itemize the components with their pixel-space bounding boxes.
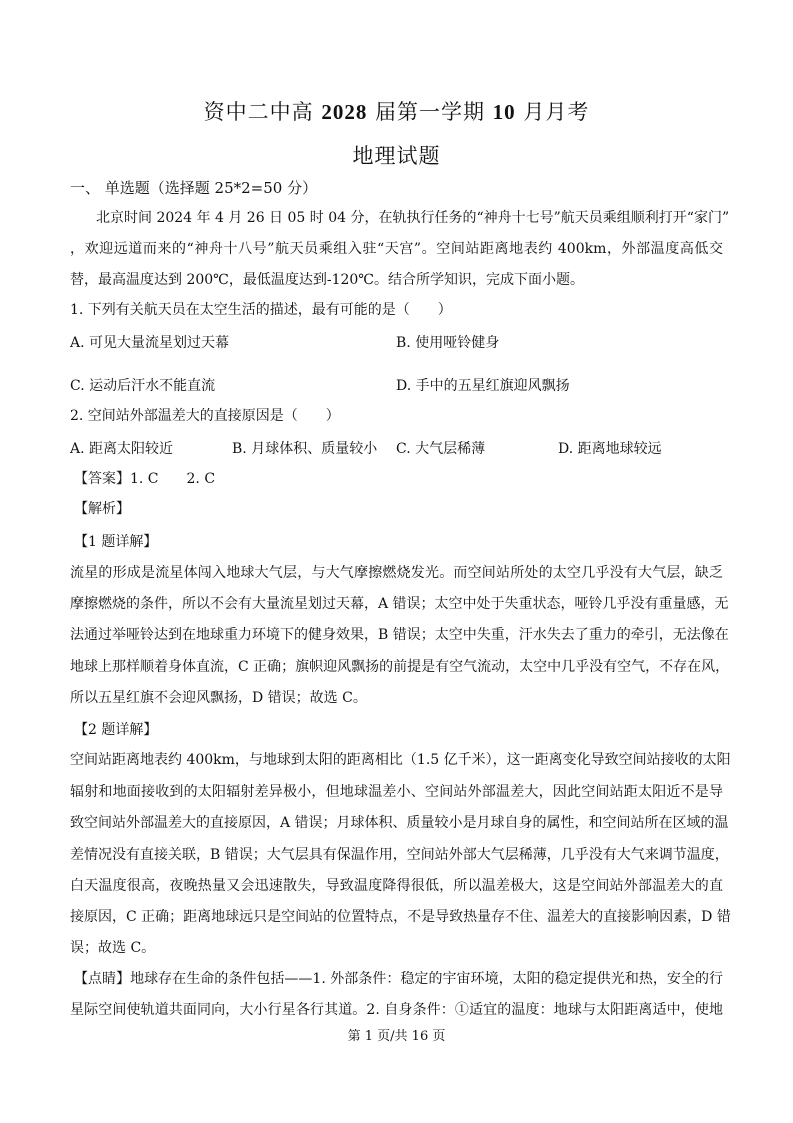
detail-1-line: 地球上那样顺着身体直流，C 正确；旗帜迎风飘扬的前提是有空气流动，太空中几乎没有空气，不存在风， xyxy=(70,659,730,675)
option-a: A. 可见大量流星划过天幕 xyxy=(70,335,230,351)
page-footer: 第 1 页/共 16 页 xyxy=(347,1029,446,1044)
option-d: D. 距离地球较远 xyxy=(558,441,662,457)
detail-1-line: 摩擦燃烧的条件，所以不会有大量流星划过天幕，A 错误；太空中处于失重状态，哑铃几乎没有重量感，无 xyxy=(70,596,729,612)
question-stem: 1. 下列有关航天员在太空生活的描述，最有可能的是（ ） xyxy=(70,302,452,318)
passage-line: ，欢迎远道而来的“神舟十八号”航天员乘组入驻“天宫”。空间站距离地表约 400km，外部温度高低交 xyxy=(70,241,723,257)
analysis-tag: 【解析】 xyxy=(74,501,130,517)
option-d: D. 手中的五星红旗迎风飘扬 xyxy=(396,378,570,394)
detail-2-line: 致空间站外部温差大的直接原因，A 错误；月球体积、质量较小是月球自身的属性，和空间站所在区域的温 xyxy=(70,815,729,831)
title-part: 月月考 xyxy=(515,100,590,124)
detail-2-line: 白天温度很高，夜晚热量又会迅速散失，导致温度降得很低，所以温差极大，这是空间站外部温差大的直 xyxy=(70,878,723,894)
option-a: A. 距离太阳较近 xyxy=(70,441,174,457)
tip-tag: 【点睛】 xyxy=(74,971,131,987)
question-stem: 2. 空间站外部温差大的直接原因是（ ） xyxy=(70,408,340,424)
tip-line: 星际空间使轨道共面同向，大小行星各行其道。2. 自身条件：①适宜的温度：地球与太阳距离适中，使地 xyxy=(70,1002,723,1018)
option-c: C. 运动后汗水不能直流 xyxy=(70,378,216,394)
section-heading: 一、 单选题（选择题 25*2=50 分） xyxy=(70,179,318,197)
answer-line xyxy=(74,467,727,491)
detail-2-tag: 【2 题详解】 xyxy=(74,722,158,738)
exam-title xyxy=(0,96,793,126)
detail-1-tag: 【1 题详解】 xyxy=(74,534,158,550)
detail-1-line: 所以五星红旗不会迎风飘扬，D 错误；故选 C。 xyxy=(70,690,367,706)
option-b: B. 月球体积、质量较小 xyxy=(232,441,378,457)
passage-line: 北京时间 2024 年 4 月 26 日 05 时 04 分，在轨执行任务的“神舟十七号”航天员乘组顺利打开“家门” xyxy=(96,210,730,226)
title-month: 10 xyxy=(492,100,516,124)
detail-1-line: 流星的形成是流星体闯入地球大气层，与大气摩擦燃烧发光。而空间站所处的太空几乎没有大气层，缺乏 xyxy=(70,565,723,581)
answer-text: 1. C 2. C xyxy=(130,471,216,487)
title-year: 2028 xyxy=(321,100,368,124)
tip-text: 地球存在生命的条件包括——1. 外部条件：稳定的宇宙环境，太阳的稳定提供光和热，安全的行 xyxy=(130,971,724,987)
tip-line xyxy=(74,967,723,991)
detail-2-line: 辐射和地面接收到的太阳辐射差异极小，但地球温差小、空间站外部温差大，因此空间站距太阳近不是导 xyxy=(70,784,723,800)
title-part: 届第一学期 xyxy=(367,100,493,124)
answer-tag: 【答案】 xyxy=(74,471,130,487)
option-b: B. 使用哑铃健身 xyxy=(396,335,500,351)
detail-2-line: 空间站距离地表约 400km，与地球到太阳的距离相比（1.5 亿千米），这一距离变化导致空间站接收的太阳 xyxy=(70,752,731,768)
detail-1-line: 法通过举哑铃达到在地球重力环境下的健身效果，B 错误；太空中失重，汗水失去了重力的牵引，无法像在 xyxy=(70,627,729,643)
detail-2-line: 差情况没有直接关联，B 错误；大气层具有保温作用，空间站外部大气层稀薄，几乎没有大气来调节温度， xyxy=(70,847,729,863)
exam-subtitle: 地理试题 xyxy=(352,144,441,168)
option-c: C. 大气层稀薄 xyxy=(396,441,486,457)
title-part: 资中二中高 xyxy=(203,100,322,124)
detail-2-line: 接原因，C 正确；距离地球远只是空间站的位置特点，不是导致热量存不住、温差大的直接影响因素，D 错 xyxy=(70,909,731,925)
detail-2-line: 误；故选 C。 xyxy=(70,940,156,956)
passage-line: 替，最高温度达到 200℃，最低温度达到-120℃。结合所学知识，完成下面小题。 xyxy=(70,272,584,288)
